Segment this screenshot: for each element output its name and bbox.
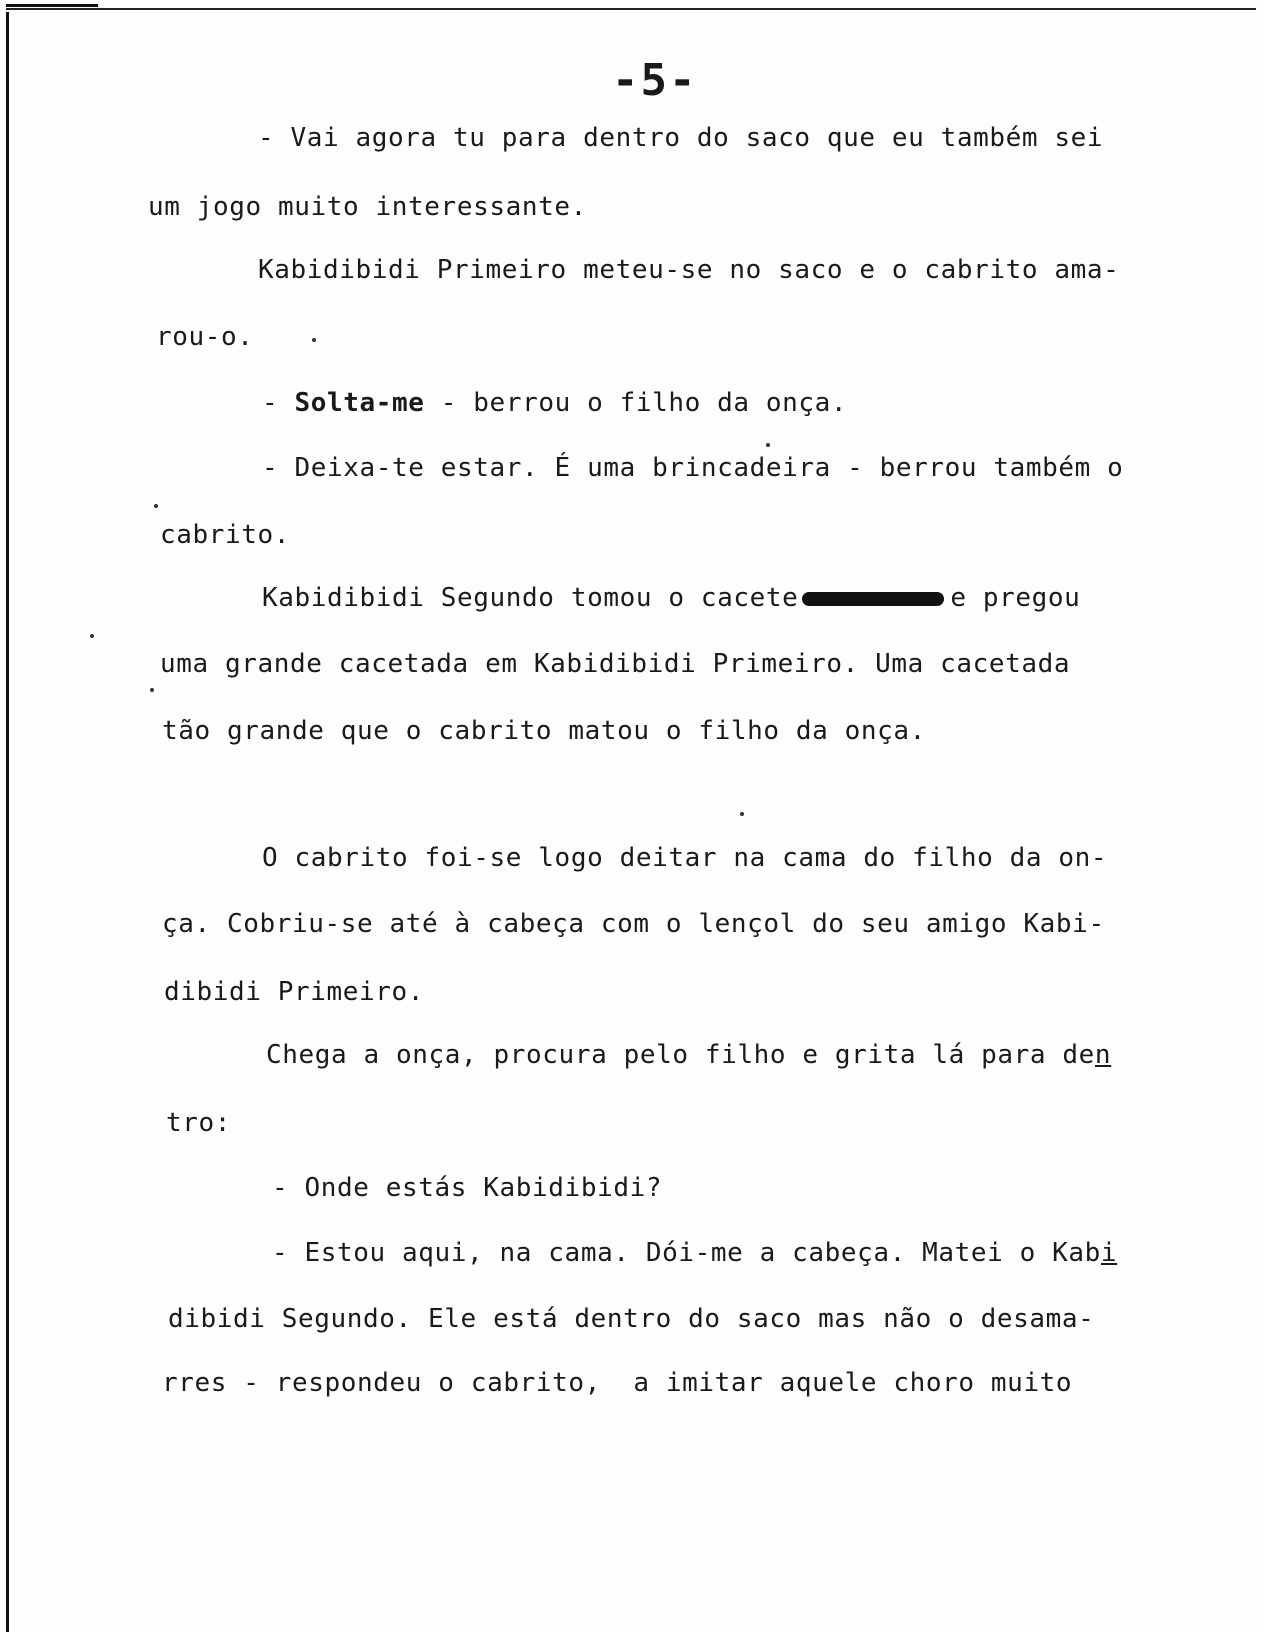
redaction-mark xyxy=(802,592,944,606)
bold-word: Solta-me xyxy=(294,388,425,418)
text-line-8 xyxy=(262,583,1080,613)
line-main: Chega a onça, procura pelo filho e grita lá para de xyxy=(266,1040,1095,1070)
text-line-19: rres - respondeu o cabrito, a imitar aquele choro muito xyxy=(162,1368,1073,1398)
page-number: -5- xyxy=(612,55,698,106)
page-edge-top xyxy=(6,8,1256,10)
text-line-7: cabrito. xyxy=(160,520,291,550)
paper-speck xyxy=(740,812,744,816)
line-end: e pregou xyxy=(950,583,1081,613)
text-line-18: dibidi Segundo. Ele está dentro do saco mas não o desama- xyxy=(168,1304,1095,1334)
line-rest: - berrou o filho da onça. xyxy=(424,388,848,418)
line-start: Kabidibidi Segundo tomou o cacete xyxy=(262,583,799,613)
text-line-9: uma grande cacetada em Kabidibidi Primeiro. Uma cacetada xyxy=(160,649,1071,679)
paper-speck xyxy=(90,634,94,638)
text-line-10: tão grande que o cabrito matou o filho da onça. xyxy=(162,716,926,746)
text-line-2: um jogo muito interessante. xyxy=(148,192,587,222)
text-line-15: tro: xyxy=(166,1108,232,1138)
text-line-17 xyxy=(272,1238,1117,1268)
line-main: - Estou aqui, na cama. Dói-me a cabeça. Matei o Kab xyxy=(272,1238,1101,1268)
text-line-3: Kabidibidi Primeiro meteu-se no saco e o cabrito ama- xyxy=(258,255,1120,285)
text-line-14 xyxy=(266,1040,1111,1070)
paper-speck xyxy=(312,338,316,342)
text-line-5 xyxy=(262,388,847,418)
text-line-1: - Vai agora tu para dentro do saco que eu também sei xyxy=(258,123,1104,153)
text-line-13: dibidi Primeiro. xyxy=(164,977,425,1007)
page-edge-top-segment xyxy=(6,4,98,7)
text-line-12: ça. Cobriu-se até à cabeça com o lençol do seu amigo Kabi- xyxy=(162,909,1105,939)
dash: - xyxy=(262,388,295,418)
underlined-letter: n xyxy=(1094,1040,1112,1070)
text-line-6: - Deixa-te estar. É uma brincadeira - berrou também o xyxy=(262,453,1124,483)
underlined-letter: i xyxy=(1100,1238,1118,1268)
paper-speck xyxy=(154,504,158,508)
paper-speck xyxy=(766,443,770,447)
page-edge-left xyxy=(6,12,9,1632)
paper-speck xyxy=(150,688,154,692)
text-line-4: rou-o. xyxy=(156,322,254,352)
text-line-16: - Onde estás Kabidibidi? xyxy=(272,1173,663,1203)
text-line-11: O cabrito foi-se logo deitar na cama do filho da on- xyxy=(262,843,1108,873)
